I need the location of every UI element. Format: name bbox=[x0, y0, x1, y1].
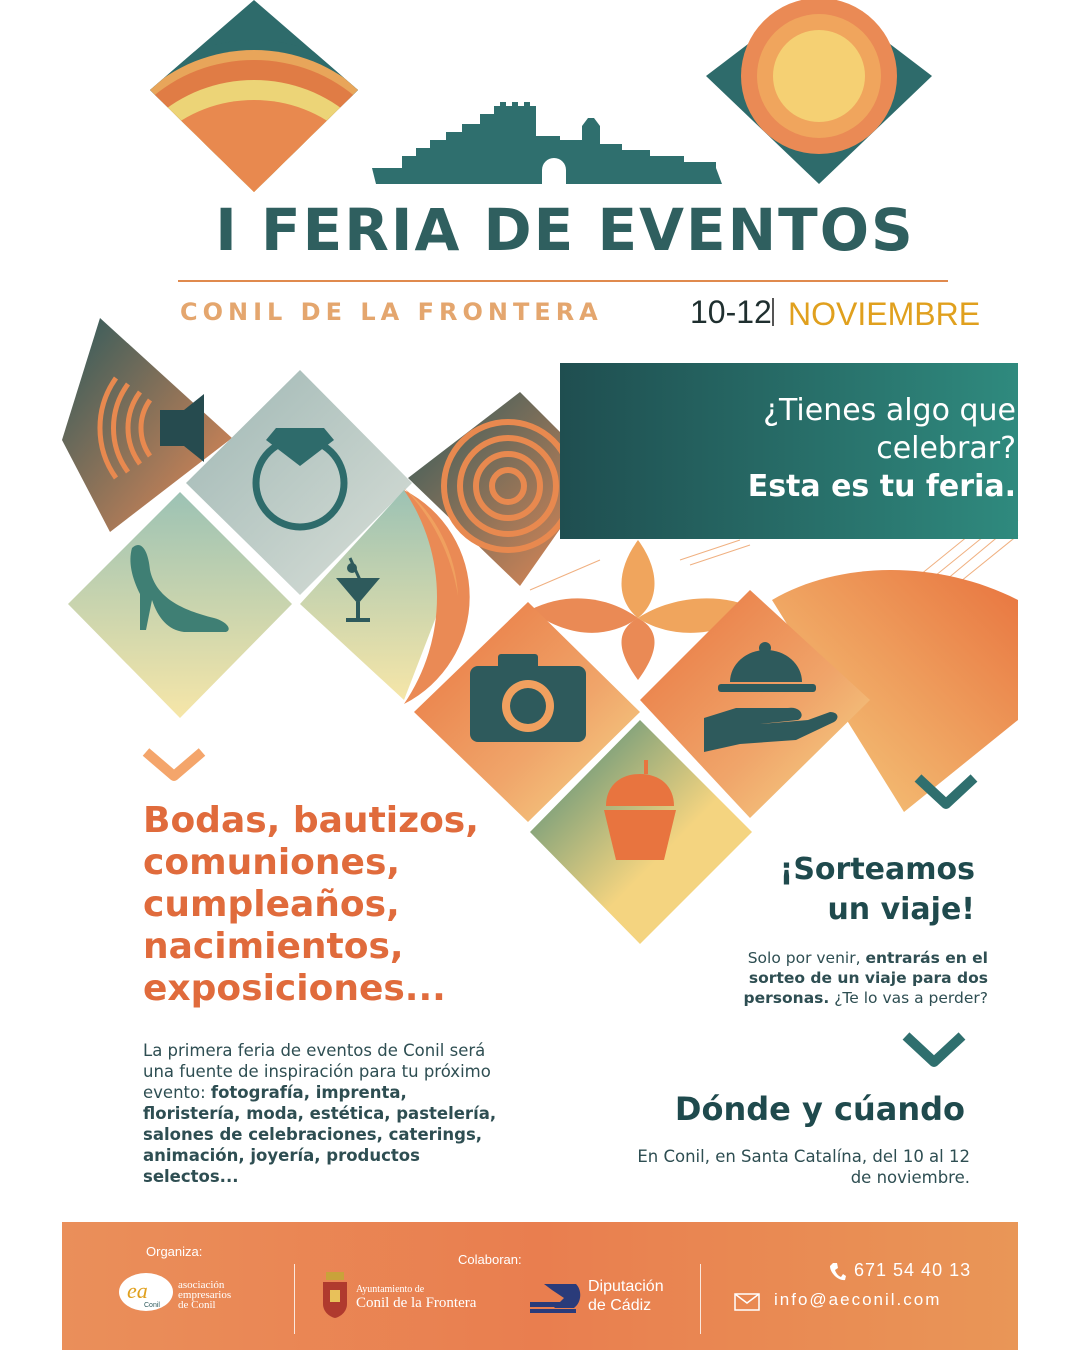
page-title: I FERIA DE EVENTOS bbox=[215, 196, 915, 264]
camera-icon bbox=[470, 654, 586, 742]
footer-divider bbox=[700, 1264, 701, 1334]
events-line5: exposiciones... bbox=[143, 968, 446, 1009]
chevron-down-icon bbox=[146, 752, 202, 776]
diputacion-name bbox=[588, 1277, 664, 1315]
colaboran-label: Colaboran: bbox=[458, 1252, 522, 1267]
raffle-text bbox=[690, 948, 988, 1008]
events-line3: cumpleaños, bbox=[143, 884, 400, 925]
top-right-diamond bbox=[706, 0, 932, 184]
chevron-down-icon bbox=[906, 1036, 962, 1062]
diputacion-logo-icon bbox=[530, 1280, 584, 1314]
fair-description bbox=[143, 1040, 503, 1187]
raffle-text-bold: entrarás en el sorteo de un viaje para dos personas. bbox=[743, 949, 988, 1007]
ae-name bbox=[178, 1280, 231, 1310]
where-when-heading: Dónde y cúando bbox=[674, 1090, 965, 1128]
ayuntamiento-main: Conil de la Frontera bbox=[356, 1295, 477, 1311]
raffle-heading bbox=[700, 850, 975, 930]
tagline-line1: ¿Tienes algo que bbox=[763, 393, 1016, 428]
email-address[interactable]: info@aeconil.com bbox=[774, 1290, 942, 1309]
date-separator bbox=[772, 298, 774, 326]
title-divider bbox=[178, 280, 948, 282]
phone-number[interactable]: 671 54 40 13 bbox=[854, 1260, 972, 1280]
ae-name-line3: de Conil bbox=[178, 1299, 216, 1311]
where-when-text: En Conil, en Santa Catalína, del 10 al 12 de noviembre. bbox=[637, 1147, 970, 1187]
raffle-heading-line1: ¡Sorteamos bbox=[779, 852, 975, 887]
event-month: NOVIEMBRE bbox=[788, 296, 981, 332]
svg-text:ea: ea bbox=[127, 1278, 148, 1303]
ayuntamiento-small: Ayuntamiento de bbox=[356, 1284, 425, 1295]
mail-icon bbox=[734, 1293, 760, 1311]
ae-logo bbox=[118, 1272, 174, 1312]
diputacion-line1: Diputación bbox=[588, 1278, 664, 1295]
diputacion-line2: de Cádiz bbox=[588, 1297, 652, 1314]
tagline bbox=[596, 392, 1016, 506]
events-heading bbox=[143, 800, 563, 1010]
events-line2: comuniones, bbox=[143, 842, 401, 883]
description-highlights: fotografía, imprenta, floristería, moda, estética, pastelería, salones de celebraciones, caterings, animación, joyería, productos selectos... bbox=[143, 1083, 497, 1186]
chevron-down-icon bbox=[918, 778, 974, 804]
description-text: La primera feria de eventos de Conil será una fuente de inspiración para tu próximo evento: bbox=[143, 1041, 491, 1102]
events-line1: Bodas, bautizos, bbox=[143, 800, 479, 841]
event-dates: 10-12 bbox=[690, 294, 772, 330]
phone-icon bbox=[828, 1262, 846, 1282]
ayuntamiento-name bbox=[356, 1284, 476, 1312]
svg-text:Conil: Conil bbox=[144, 1302, 160, 1309]
raffle-text-question: ¿Te lo vas a perder? bbox=[829, 989, 988, 1007]
footer-divider bbox=[294, 1264, 295, 1334]
location-subtitle: CONIL DE LA FRONTERA bbox=[180, 298, 603, 326]
ae-name-line1: asociación bbox=[178, 1279, 225, 1291]
ae-name-line2: empresarios bbox=[178, 1289, 232, 1301]
tagline-line3: Esta es tu feria. bbox=[747, 469, 1016, 504]
events-line4: nacimientos, bbox=[143, 926, 404, 967]
ayuntamiento-crest-icon bbox=[320, 1270, 350, 1320]
tagline-line2: celebrar? bbox=[876, 431, 1016, 466]
organiza-label: Organiza: bbox=[146, 1244, 203, 1259]
raffle-heading-line2: un viaje! bbox=[827, 892, 975, 927]
raffle-text-plain: Solo por venir, bbox=[747, 949, 866, 967]
castle-skyline bbox=[372, 102, 722, 184]
